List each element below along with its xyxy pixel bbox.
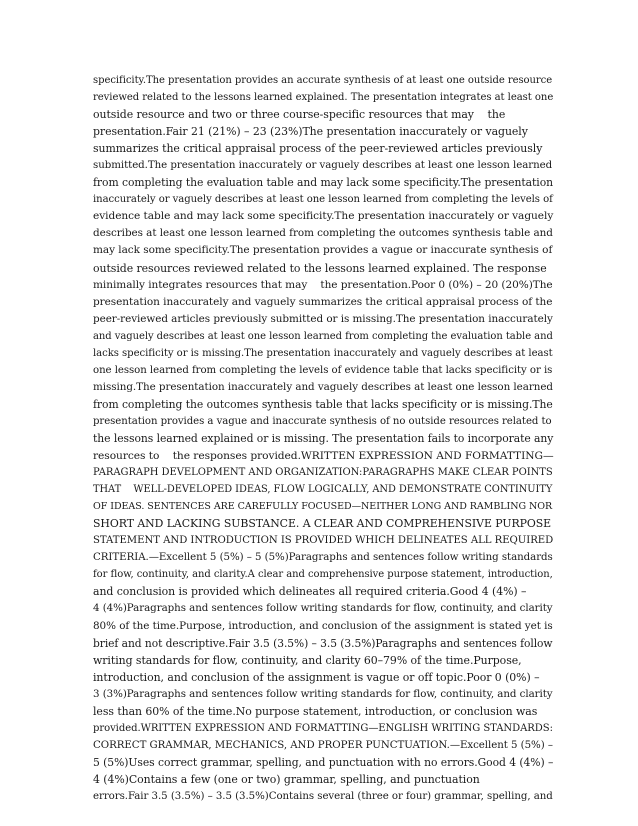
text-line: errors.Fair 3.5 (3.5%) – 3.5 (3.5%)Contains several (three or four) grammar, spelling, and: [93, 790, 553, 802]
text-line: specificity.The presentation provides an accurate synthesis of at least one outside resource: [93, 75, 553, 86]
text-line: describes at least one lesson learned from completing the outcomes synthesis table and: [93, 227, 553, 240]
text-line: brief and not descriptive.Fair 3.5 (3.5%) – 3.5 (3.5%)Paragraphs and sentences follow: [93, 636, 553, 650]
text-line: 3 (3%)Paragraphs and sentences follow writing standards for flow, continuity, and clarity: [93, 687, 553, 700]
text-line: presentation provides a vague and inaccurate synthesis of no outside resources related to: [93, 415, 552, 427]
text-line: PARAGRAPH DEVELOPMENT AND ORGANIZATION:PARAGRAPHS MAKE CLEAR POINTS: [93, 467, 553, 479]
text-line: lacks specificity or is missing.The presentation inaccurately and vaguely describes at least: [93, 347, 553, 359]
text-line: 4 (4%)Paragraphs and sentences follow writing standards for flow, continuity, and clarity: [93, 602, 553, 615]
text-line: 5 (5%)Uses correct grammar, spelling, and punctuation with no errors.Good 4 (4%) –: [93, 755, 554, 769]
text-line: less than 60% of the time.No purpose statement, introduction, or conclusion was: [93, 704, 538, 718]
text-line: may lack some specificity.The presentation provides a vague or inaccurate synthesis of: [93, 244, 553, 257]
text-line: writing standards for flow, continuity, and clarity 60–79% of the time.Purpose,: [93, 653, 522, 667]
text-line: outside resources reviewed related to the lessons learned explained. The response: [93, 261, 547, 275]
text-line: CORRECT GRAMMAR, MECHANICS, AND PROPER PUNCTUATION.—Excellent 5 (5%) –: [93, 739, 553, 751]
text-line: SHORT AND LACKING SUBSTANCE. A CLEAR AND COMPREHENSIVE PURPOSE: [93, 517, 552, 531]
text-line: 80% of the time.Purpose, introduction, and conclusion of the assignment is stated yet is: [93, 619, 553, 632]
text-line: the lessons learned explained or is missing. The presentation fails to incorporate any: [93, 431, 554, 445]
text-line: presentation inaccurately and vaguely summarizes the critical appraisal process of the: [93, 295, 553, 308]
text-line: inaccurately or vaguely describes at least one lesson learned from completing the levels of: [93, 194, 553, 206]
text-line: outside resource and two or three course-specific resources that may the: [93, 108, 506, 122]
text-line: peer-reviewed articles previously submitted or is missing.The presentation inaccurately: [93, 312, 553, 325]
text-line: and vaguely describes at least one lesson learned from completing the evaluation table and: [93, 330, 553, 342]
text-line: missing.The presentation inaccurately and vaguely describes at least one lesson learned: [93, 380, 553, 393]
text-line: reviewed related to the lessons learned explained. The presentation integrates at least one: [93, 92, 554, 104]
text-line: minimally integrates resources that may the presentation.Poor 0 (0%) – 20 (20%)The: [93, 278, 553, 291]
text-line: from completing the outcomes synthesis table that lacks specificity or is missing.The: [93, 397, 553, 411]
body-text: [93, 72, 553, 805]
text-line: CRITERIA.—Excellent 5 (5%) – 5 (5%)Paragraphs and sentences follow writing standards: [93, 552, 553, 564]
text-line: 4 (4%)Contains a few (one or two) grammar, spelling, and punctuation: [93, 772, 480, 786]
text-line: resources to the responses provided.WRITTEN EXPRESSION AND FORMATTING—: [93, 449, 554, 463]
text-line: presentation.Fair 21 (21%) – 23 (23%)The presentation inaccurately or vaguely: [93, 125, 528, 139]
text-line: summarizes the critical appraisal process of the peer-reviewed articles previously: [93, 142, 543, 156]
text-line: one lesson learned from completing the levels of evidence table that lacks specificity or is: [93, 364, 553, 376]
text-line: STATEMENT AND INTRODUCTION IS PROVIDED WHICH DELINEATES ALL REQUIRED: [93, 535, 554, 547]
text-line: THAT WELL-DEVELOPED IDEAS, FLOW LOGICALLY, AND DEMONSTRATE CONTINUITY: [93, 484, 553, 496]
text-line: from completing the evaluation table and may lack some specificity.The presentation: [93, 176, 554, 190]
text-line: provided.WRITTEN EXPRESSION AND FORMATTING—ENGLISH WRITING STANDARDS:: [93, 722, 553, 734]
text-line: OF IDEAS. SENTENCES ARE CAREFULLY FOCUSED—NEITHER LONG AND RAMBLING NOR: [93, 501, 553, 513]
text-line: submitted.The presentation inaccurately or vaguely describes at least one lesson learned: [93, 160, 553, 172]
text-line: for flow, continuity, and clarity.A clear and comprehensive purpose statement, introduction,: [93, 569, 553, 581]
text-line: introduction, and conclusion of the assignment is vague or off topic.Poor 0 (0%) –: [93, 670, 540, 684]
text-line: and conclusion is provided which delineates all required criteria.Good 4 (4%) –: [93, 585, 527, 599]
text-line: evidence table and may lack some specificity.The presentation inaccurately or vaguely: [93, 210, 554, 223]
